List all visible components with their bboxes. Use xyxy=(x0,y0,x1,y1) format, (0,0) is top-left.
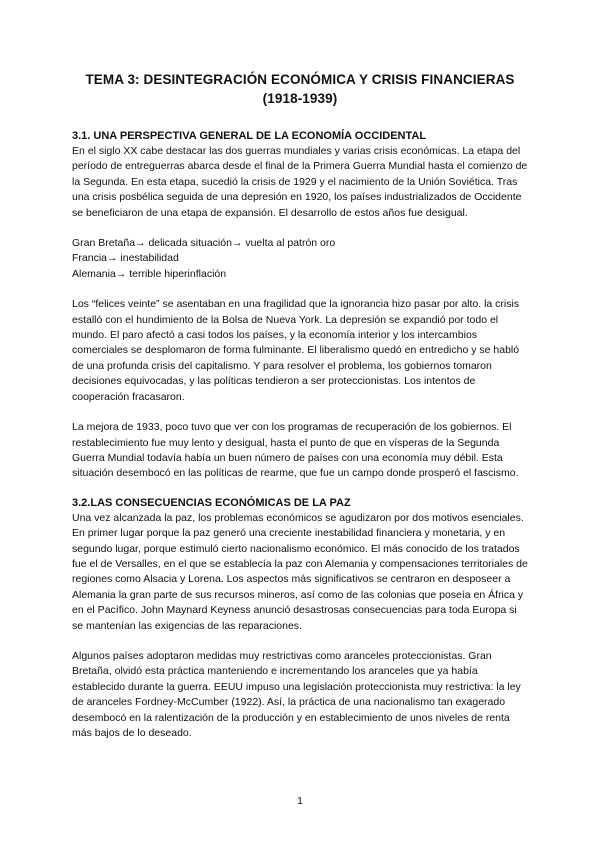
list-item: Alemania→ terrible hiperinflación xyxy=(72,267,227,280)
section-1-intro: En el siglo XX cabe destacar las dos guerras mundiales y varias crisis económicas. La etapa del período de entreguerras abarca desde el final de la Primera Guerra Mundial hasta el comienzo de la Segunda. En esta etapa, sucedió la crisis de 1929 y el nacimiento de la Unión Soviética. Tras una crisis posbélica seguida de una depresión en 1920, los países industrializados de Occidente se beneficiaron de una etapa de expansión. El desarrollo de estos años fue desigual. xyxy=(72,145,528,219)
section-1-paragraph-3: La mejora de 1933, poco tuvo que ver con los programas de recuperación de los gobiernos. El restablecimiento fue muy lento y desigual, hasta el punto de que en vísperas de la Segunda Guerra Mundial todavía había un buen número de países con una economía muy débil. Esta situación desembocó en las políticas de rearme, que fue un campo donde prosperó el fascismo. xyxy=(72,421,519,480)
section-1-heading: 3.1. UNA PERSPECTIVA GENERAL DE LA ECONOMÍA OCCIDENTAL xyxy=(72,130,427,142)
title-line-2: (1918-1939) xyxy=(262,91,338,106)
section-2-heading: 3.2.LAS CONSECUENCIAS ECONÓMICAS DE LA PAZ xyxy=(72,496,351,509)
document-page xyxy=(72,70,528,741)
page-number: 1 xyxy=(297,795,303,807)
document-title xyxy=(72,70,528,108)
title-line-1: TEMA 3: DESINTEGRACIÓN ECONÓMICA Y CRISIS FINANCIERAS xyxy=(85,72,515,87)
list-item: Francia→ inestabilidad xyxy=(72,252,179,265)
section-2-paragraph-1: Una vez alcanzada la paz, los problemas económicos se agudizaron por dos motivos esenciales. En primer lugar porque la paz generó una creciente inestabilidad financiera y monetaria, y en segundo lugar, porque estimuló cierto nacionalismo económico. El más conocido de los tratados fue el de Versalles, en el que se establecía la paz con Alemania y compensaciones territoriales de regiones como Alsacia y Lorena. Los aspectos más significativos se centraron en desposeer a Alemania la gran parte de sus recursos mineros, así como de las colonias que poseía en África y en el Pacífico. John Maynard Keyness anunció desastrosas consecuencias para toda Europa si se mantenían las exigencias de las reparaciones. xyxy=(72,511,528,632)
country-list xyxy=(72,236,528,282)
section-1-paragraph-2: Los “felices veinte” se asentaban en una fragilidad que la ignorancia hizo pasar por alto. la crisis estalló con el hundimiento de la Bolsa de Nueva York. La depresión se expandió por todo el mundo. El paro afectó a casi todos los países, y la economía interior y los intercambios comerciales se desplomaron de forma fulminante. El liberalismo quedó en entredicho y se habló de una profunda crisis del capitalismo. Y para resolver el problema, los gobiernos tomaron decisiones equivocadas, y las políticas tendieron a ser proteccionistas. Los intentos de cooperación fracasaron. xyxy=(72,298,520,403)
list-item: Gran Bretaña→ delicada situación→ vuelta al patrón oro xyxy=(72,237,336,250)
section-2-paragraph-2: Algunos países adoptaron medidas muy restrictivas como aranceles proteccionistas. Gran Bretaña, olvidó esta práctica manteniendo e incrementando los aranceles que ya había establecido durante la guerra. EEUU impuso una legislación proteccionista muy restrictiva: la ley de aranceles Fordney-McCumber (1922). Así, la práctica de una nacionalismo tan exagerado desembocó en la ralentización de la producción y en establecimiento de unos niveles de renta más bajos de lo deseado. xyxy=(72,649,521,739)
